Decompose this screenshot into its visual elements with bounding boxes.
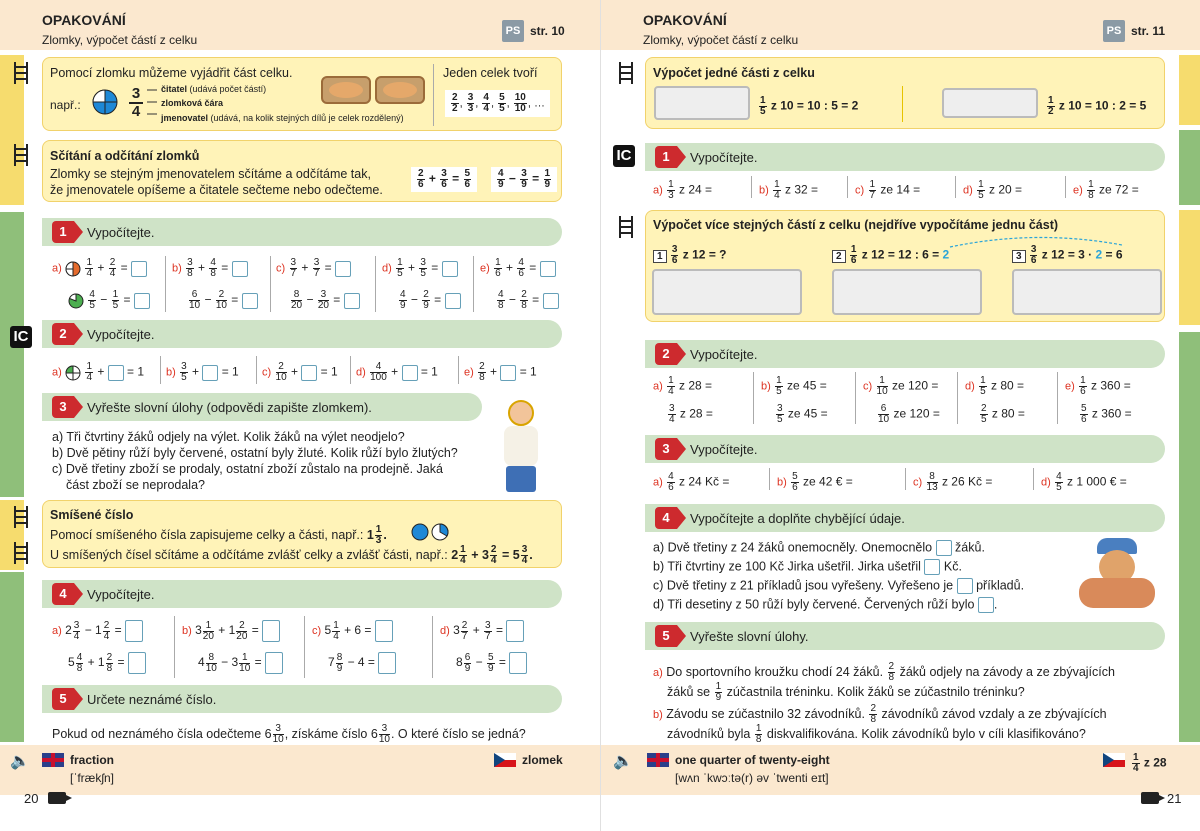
- ex1-b: b) $\frac{3}{8}$ + $\frac{4}{8}$ =: [172, 258, 248, 279]
- divider: [174, 616, 175, 678]
- r-ex3-c: c) $\frac{8}{13}$ z 26 Kč =: [913, 471, 993, 493]
- box-line: že jmenovatele opíšeme a čitatele sečteme nebo odečteme.: [50, 183, 383, 197]
- page-ref: str. 10: [530, 24, 565, 38]
- uk-flag-icon: [42, 753, 64, 767]
- word-problem-a: a) Do sportovního kroužku chodí 24 žáků. $\frac{2}{8}$ žáků odjely na závody a ze zbývajících: [653, 661, 1115, 683]
- vocab-english: fraction: [70, 753, 115, 767]
- r-ex1-d: d) $\frac{1}{5}$ z 20 =: [963, 179, 1023, 201]
- divider: [753, 372, 754, 424]
- whole-fractions: $\frac{2}{2}$ , $\frac{3}{3}$ , $\frac{4}{4}$ , $\frac{5}{5}$ , $\frac{10}{10}$ , …: [445, 90, 550, 117]
- answer-box[interactable]: [500, 365, 516, 381]
- ex4-c2: 7 $\frac{8}{9}$ − 4 =: [328, 652, 396, 674]
- divider: [957, 372, 958, 424]
- divider: [458, 356, 459, 384]
- exercise-label: Vypočítejte.: [690, 150, 758, 165]
- pie-icon: [68, 293, 84, 309]
- exercise-4-header: [42, 580, 562, 608]
- mixed-number-pies: [411, 523, 451, 541]
- answer-box[interactable]: [262, 620, 280, 642]
- ex2-c: c) $\frac{2}{10}$ + = 1: [262, 361, 338, 383]
- brace: [145, 84, 161, 120]
- vocab-czech: $\frac{1}{4}$ z 28: [1133, 752, 1167, 774]
- exercise-label: Vypočítejte.: [87, 587, 155, 602]
- divider: [902, 86, 903, 122]
- sidebar-strip: [1179, 332, 1200, 742]
- r-ex3-d: d) $\frac{4}{5}$ z 1 000 € =: [1041, 471, 1127, 493]
- r-ex3-b: b) $\frac{5}{6}$ ze 42 € =: [777, 471, 853, 493]
- r-ex3-a: a) $\frac{4}{6}$ z 24 Kč =: [653, 471, 730, 493]
- divider: [304, 616, 305, 678]
- ex4-d1: d) 3 $\frac{2}{7}$ + $\frac{3}{7}$ =: [440, 620, 524, 642]
- ladder-icon: [619, 62, 633, 84]
- ps-badge: PS: [1103, 20, 1125, 42]
- info-box-add-sub: [42, 140, 562, 202]
- answer-box[interactable]: [108, 365, 124, 381]
- ic-icon: IC: [613, 145, 635, 167]
- vocab-english: one quarter of twenty-eight: [675, 753, 830, 767]
- r-ex2-c1: c) $\frac{1}{10}$ ze 120 =: [863, 375, 939, 397]
- exercise-3-header: [645, 435, 1165, 463]
- word-problem-b: b) Dvě pětiny růží byly červené, ostatní byly žluté. Kolik růží bylo žlutých?: [52, 446, 458, 460]
- box-title: Smíšené číslo: [50, 508, 134, 522]
- arrow-curve: [946, 235, 1126, 249]
- jmenovatel-label: jmenovatel (udává, na kolik stejných dílů je celek rozdělený): [161, 113, 404, 123]
- info-box-one-part: [645, 57, 1165, 129]
- answer-box[interactable]: [936, 540, 952, 556]
- ex1-e2: $\frac{4}{8}$ − $\frac{2}{8}$ =: [496, 290, 559, 311]
- ladder-icon: [619, 216, 633, 238]
- r-ex2-c2: $\frac{6}{10}$ ze 120 =: [878, 403, 940, 425]
- page-number: 21: [1167, 791, 1182, 806]
- answer-box[interactable]: [540, 261, 556, 277]
- ex1-d2: $\frac{4}{9}$ − $\frac{2}{9}$ =: [398, 290, 461, 311]
- exercise-label: Vypočítejte.: [690, 347, 758, 362]
- answer-box[interactable]: [344, 293, 360, 309]
- answer-box[interactable]: [301, 365, 317, 381]
- exercise-number: 4: [655, 507, 677, 529]
- exercise-label: Vypočítejte.: [87, 225, 155, 240]
- r-ex2-e2: $\frac{5}{6}$ z 360 =: [1081, 403, 1132, 425]
- pirate-illustration: [1079, 538, 1159, 610]
- divider: [955, 176, 956, 198]
- step-2: 2 $\frac{1}{6}$ z 12 = 12 : 6 = 2: [832, 245, 949, 266]
- example-one-fifth: $\frac{1}{5}$ z 10 = 10 : 5 = 2: [760, 95, 859, 117]
- box-title: Sčítání a odčítání zlomků: [50, 149, 200, 163]
- ex4-d2: 8 $\frac{6}{9}$ − $\frac{5}{9}$ =: [456, 652, 527, 674]
- r-ex2-b2: $\frac{3}{5}$ ze 45 =: [777, 403, 828, 425]
- ex1-row1: a) $\frac{1}{4}$ + $\frac{2}{4}$ =: [52, 258, 147, 279]
- uk-flag-icon: [647, 753, 669, 767]
- vocab-ipa: [ˈfrækʃn]: [70, 771, 115, 785]
- word-problem-c-cont: část zboží se neprodala?: [66, 478, 205, 492]
- r-ex2-b1: b) $\frac{1}{5}$ ze 45 =: [761, 375, 827, 397]
- answer-box[interactable]: [445, 293, 461, 309]
- ps-badge: PS: [502, 20, 524, 42]
- exercise-label: Určete neznámé číslo.: [87, 692, 217, 707]
- divider: [270, 256, 271, 312]
- word-problem-b: b) Závodu se zúčastnilo 32 závodníků. $\frac{2}{8}$ závodníků závod vzdaly a ze zbývajících: [653, 703, 1107, 725]
- answer-box[interactable]: [378, 652, 396, 674]
- page-subtitle: Zlomky, výpočet částí z celku: [643, 33, 799, 47]
- divider: [847, 176, 848, 198]
- fill-b: b) Tři čtvrtiny ze 100 Kč Jirka ušetřil. Jirka ušetřil Kč.: [653, 559, 962, 574]
- pie-icon: [65, 365, 81, 381]
- ex1-d: d) $\frac{1}{5}$ + $\frac{3}{5}$ =: [382, 258, 458, 279]
- example-label: např.:: [50, 98, 81, 112]
- answer-box[interactable]: [242, 293, 258, 309]
- divider: [256, 356, 257, 384]
- answer-box[interactable]: [202, 365, 218, 381]
- ex4-a1: a) 2 $\frac{3}{4}$ − 1 $\frac{2}{4}$ =: [52, 620, 143, 642]
- answer-box[interactable]: [232, 261, 248, 277]
- exercise-number: 1: [655, 146, 677, 168]
- ex1-e: e) $\frac{1}{6}$ + $\frac{4}{6}$ =: [480, 258, 556, 279]
- pie-three-quarters-icon: [91, 88, 119, 116]
- pizza-image: [321, 76, 371, 104]
- info-box-fraction: [42, 57, 562, 131]
- citatel-label: čitatel (udává počet částí): [161, 84, 267, 94]
- r-ex2-a2: $\frac{3}{4}$ z 28 =: [669, 403, 713, 425]
- candy-tray-image: [652, 269, 802, 315]
- r-ex2-d1: d) $\frac{1}{5}$ z 80 =: [965, 375, 1025, 397]
- r-ex1-c: c) $\frac{1}{7}$ ze 14 =: [855, 179, 921, 201]
- cz-flag-icon: [1103, 753, 1125, 767]
- answer-box[interactable]: [957, 578, 973, 594]
- fill-a: a) Dvě třetiny z 24 žáků onemocněly. Onemocnělo žáků.: [653, 540, 985, 555]
- box-line: Zlomky se stejným jmenovatelem sčítáme a odčítáme tak,: [50, 167, 371, 181]
- speaker-icon[interactable]: 🔈: [613, 753, 633, 770]
- header: [601, 0, 1200, 50]
- r-ex2-e1: e) $\frac{1}{6}$ z 360 =: [1065, 375, 1131, 397]
- step-3: 3 $\frac{3}{6}$ z 12 = 3 · 2 = 6: [1012, 245, 1123, 266]
- box-line: Pomocí smíšeného čísla zapisujeme celky a části, např.: 1 $\frac{1}{3}$ .: [50, 524, 387, 546]
- exercise-1-header: [645, 143, 1165, 171]
- answer-box[interactable]: [375, 620, 393, 642]
- answer-box[interactable]: [131, 261, 147, 277]
- example-sub: $\frac{4}{9}$ − $\frac{3}{9}$ = $\frac{1}{9}$: [491, 167, 557, 192]
- exercise-number: 2: [52, 323, 74, 345]
- exercise-number: 3: [655, 438, 677, 460]
- ex5-text: Pokud od neznámého čísla odečteme 6 $\frac{3}{10}$ , získáme číslo 6 $\frac{3}{10}$ . O které číslo se jedná?: [52, 723, 526, 745]
- divider: [165, 256, 166, 312]
- divider: [751, 176, 752, 198]
- vocab-ipa: [wʌn ˈkwɔːtə(r) əv ˈtwenti eɪt]: [675, 771, 829, 785]
- divider: [350, 356, 351, 384]
- divider: [375, 256, 376, 312]
- camera-icon[interactable]: [48, 792, 66, 804]
- box-title: Výpočet jedné části z celku: [653, 66, 815, 80]
- exercise-number: 1: [52, 221, 74, 243]
- answer-box[interactable]: [402, 365, 418, 381]
- candy-tray-image: [1012, 269, 1162, 315]
- whole-title: Jeden celek tvoří: [443, 66, 538, 80]
- exercise-5-header: [645, 622, 1165, 650]
- pizza-image: [375, 76, 425, 104]
- divider: [1057, 372, 1058, 424]
- page-ref: str. 11: [1131, 24, 1166, 38]
- exercise-label: Vyřešte slovní úlohy.: [690, 629, 809, 644]
- ladder-icon: [14, 144, 28, 166]
- exercise-number: 5: [655, 625, 677, 647]
- ex4-b1: b) 3 $\frac{1}{20}$ + 1 $\frac{2}{20}$ =: [182, 620, 280, 642]
- info-text: Pomocí zlomku můžeme vyjádřit část celku.: [50, 66, 293, 80]
- ex1-c: c) $\frac{3}{7}$ + $\frac{3}{7}$ =: [276, 258, 351, 279]
- ladder-icon: [14, 542, 28, 564]
- answer-box[interactable]: [265, 652, 283, 674]
- example-fraction: 3 4: [129, 86, 143, 120]
- answer-box[interactable]: [978, 597, 994, 613]
- ex1-b2: $\frac{6}{10}$ − $\frac{2}{10}$ =: [188, 290, 258, 311]
- vocab-footer: [601, 745, 1200, 795]
- divider: [1065, 176, 1066, 198]
- divider: [432, 616, 433, 678]
- ic-icon: IC: [10, 326, 32, 348]
- r-ex2-d2: $\frac{2}{5}$ z 80 =: [981, 403, 1025, 425]
- boy-illustration: [496, 400, 546, 496]
- candy-tray-image: [832, 269, 982, 315]
- answer-box[interactable]: [128, 652, 146, 674]
- answer-box[interactable]: [125, 620, 143, 642]
- answer-box[interactable]: [543, 293, 559, 309]
- answer-box[interactable]: [134, 293, 150, 309]
- sidebar-strip: [0, 212, 24, 497]
- exercise-label: Vypočítejte.: [690, 442, 758, 457]
- answer-box[interactable]: [509, 652, 527, 674]
- exercise-label: Vypočítejte.: [87, 327, 155, 342]
- fill-d: d) Tři desetiny z 50 růží byly červené. Červených růží bylo .: [653, 597, 998, 612]
- ex2-b: b) $\frac{3}{5}$ + = 1: [166, 361, 239, 383]
- answer-box[interactable]: [506, 620, 524, 642]
- ex1-a2: $\frac{4}{5}$ − $\frac{1}{5}$ =: [68, 290, 150, 311]
- answer-box[interactable]: [335, 261, 351, 277]
- divider: [473, 256, 474, 312]
- ex4-a2: 5 $\frac{4}{8}$ + 1 $\frac{2}{8}$ =: [68, 652, 146, 674]
- info-box-mixed: [42, 500, 562, 568]
- word-problem-b-cont: závodníků byla $\frac{1}{8}$ diskvalifikována. Kolik závodníků bylo v cíli klasifikováno?: [667, 723, 1086, 745]
- exercise-number: 3: [52, 396, 74, 418]
- exercise-number: 4: [52, 583, 74, 605]
- r-ex2-a1: a) $\frac{1}{4}$ z 28 =: [653, 375, 713, 397]
- step-1: 1 $\frac{3}{6}$ z 12 = ?: [653, 245, 727, 266]
- exercise-label: Vyřešte slovní úlohy (odpovědi zapište zlomkem).: [87, 400, 372, 415]
- right-page: [600, 0, 1200, 831]
- sidebar-strip: [1179, 130, 1200, 205]
- r-ex1-b: b) $\frac{1}{4}$ z 32 =: [759, 179, 819, 201]
- answer-box[interactable]: [442, 261, 458, 277]
- box-line: U smíšených čísel sčítáme a odčítáme zvlášť celky a zvlášť části, např.: 2 $\frac{1}{4}$ + 3 $\frac{2}{4}$ = 5 $\frac{3}{4}$ .: [50, 544, 533, 566]
- vocab-footer: [0, 745, 600, 795]
- exercise-3-header: [42, 393, 482, 421]
- vocab-czech: zlomek: [522, 753, 563, 767]
- r-ex1-e: e) $\frac{1}{8}$ ze 72 =: [1073, 179, 1139, 201]
- candy-tray-image: [942, 88, 1038, 118]
- ex4-c1: c) 5 $\frac{1}{4}$ + 6 =: [312, 620, 393, 642]
- divider: [855, 372, 856, 424]
- example-one-half: $\frac{1}{2}$ z 10 = 10 : 2 = 5: [1048, 95, 1147, 117]
- camera-icon[interactable]: [1141, 792, 1159, 804]
- page-number: 20: [24, 791, 39, 806]
- exercise-4-header: [645, 504, 1165, 532]
- header: [0, 0, 600, 50]
- ladder-icon: [14, 62, 28, 84]
- ex2-e: e) $\frac{2}{8}$ + = 1: [464, 361, 537, 383]
- exercise-5-header: [42, 685, 562, 713]
- word-problem-a-cont: žáků se $\frac{1}{9}$ zúčastnila tréninku. Kolik žáků se zúčastnilo tréninku?: [667, 681, 1025, 703]
- box-title: Výpočet více stejných částí z celku (nejdříve vypočítáme jednu část): [653, 218, 1059, 232]
- ex2-a: a) $\frac{1}{4}$ + = 1: [52, 361, 145, 383]
- exercise-number: 2: [655, 343, 677, 365]
- answer-box[interactable]: [924, 559, 940, 575]
- candy-tray-image: [654, 86, 750, 120]
- divider: [769, 468, 770, 490]
- sidebar-strip: [1179, 210, 1200, 325]
- sidebar-strip: [1179, 55, 1200, 125]
- word-problem-c: c) Dvě třetiny zboží se prodaly, ostatní zboží zůstalo na prodejně. Jaká: [52, 462, 443, 476]
- word-problem-a: a) Tři čtvrtiny žáků odjely na výlet. Kolik žáků na výlet neodjelo?: [52, 430, 405, 444]
- exercise-1-header: [42, 218, 562, 246]
- ex2-d: d) $\frac{4}{100}$ + = 1: [356, 361, 438, 383]
- divider: [1033, 468, 1034, 490]
- r-ex1-a: a) $\frac{1}{3}$ z 24 =: [653, 179, 713, 201]
- zlomkova-cara-label: zlomková čára: [161, 98, 224, 108]
- example-add: $\frac{2}{6}$ + $\frac{3}{6}$ = $\frac{5}{6}$: [411, 167, 477, 192]
- exercise-2-header: [645, 340, 1165, 368]
- exercise-2-header: [42, 320, 562, 348]
- exercise-label: Vypočítejte a doplňte chybějící údaje.: [690, 511, 905, 526]
- speaker-icon[interactable]: 🔈: [10, 753, 30, 770]
- ex4-b2: 4 $\frac{8}{10}$ − 3 $\frac{1}{10}$ =: [198, 652, 283, 674]
- ex1-c2: $\frac{8}{20}$ − $\frac{3}{20}$ =: [290, 290, 360, 311]
- divider: [433, 64, 434, 126]
- sidebar-strip: [0, 572, 24, 742]
- cz-flag-icon: [494, 753, 516, 767]
- info-box-more-parts: [645, 210, 1165, 322]
- fill-c: c) Dvě třetiny z 21 příkladů jsou vyřešeny. Vyřešeno je příkladů.: [653, 578, 1025, 593]
- page-subtitle: Zlomky, výpočet částí z celku: [42, 33, 198, 47]
- divider: [905, 468, 906, 490]
- divider: [160, 356, 161, 384]
- ladder-icon: [14, 506, 28, 528]
- page-title: OPAKOVÁNÍ: [42, 12, 126, 28]
- pie-icon: [65, 261, 81, 277]
- page-title: OPAKOVÁNÍ: [643, 12, 727, 28]
- exercise-number: 5: [52, 688, 74, 710]
